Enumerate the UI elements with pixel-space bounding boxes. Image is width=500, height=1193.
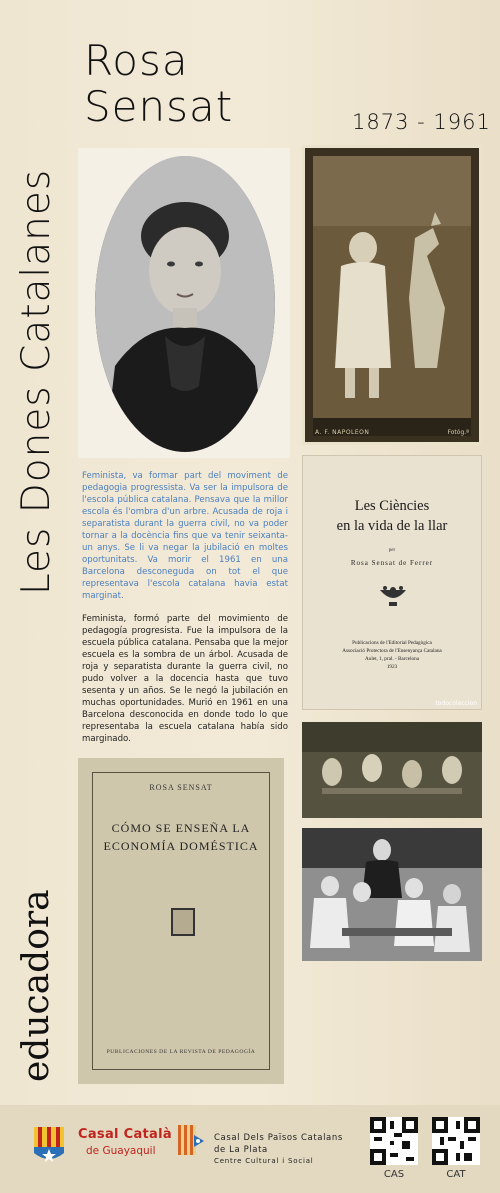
portrait-oval <box>95 156 275 452</box>
book2-emblem-icon <box>171 908 195 936</box>
name-last: Sensat <box>84 82 234 131</box>
book1-pub-line4: 1923 <box>386 664 398 670</box>
casal-guayaquil-name: Casal Català <box>78 1127 172 1142</box>
qr-code-cat[interactable] <box>432 1117 480 1165</box>
role-label: educadora <box>16 889 57 1082</box>
book-cover-ciencies <box>302 455 482 710</box>
book1-ornament-icon <box>376 584 410 608</box>
book1-title <box>303 496 481 536</box>
qr-code-cat-icon <box>432 1117 480 1165</box>
childhood-photo-scene <box>305 148 479 442</box>
outdoor-class-photo <box>302 722 482 818</box>
outdoor-class-scene <box>302 722 482 818</box>
book1-pub-line3: Aulet, 1, pral. - Barcelona <box>364 656 419 662</box>
book2-title <box>93 819 269 855</box>
casal-la-plata-desc: Centre Cultural i Social <box>214 1157 314 1165</box>
book1-pub-line1: Publicacions de l'Editorial Pedagògica <box>352 640 432 646</box>
book2-title-line1: CÓMO SE ENSEÑA LA <box>111 821 251 835</box>
portrait-photo <box>78 148 290 458</box>
childhood-photo <box>302 145 482 445</box>
casal-la-plata-flag-icon <box>174 1121 206 1161</box>
qr-label-cat: CAT <box>446 1169 466 1180</box>
classroom-children-photo <box>302 828 482 961</box>
photo-caption-left: A. F. NAPOLEON <box>315 429 370 436</box>
footer <box>0 1105 500 1193</box>
person-name <box>84 38 233 130</box>
casal-guayaquil-sub: de Guayaquil <box>86 1145 156 1157</box>
bio-catalan: Feminista, va formar part del moviment de pedagogia progressista. Va ser la impulsora de l'escola pública catalana. Pensava que la millor escola és l'ombra d'un arbre. Acusada de roja i separatista durant la guerra civil, no va poder tornar a la docència fins que va tenir seixanta-un anys. Se li va negar la jubilació en moltes oportunitats. Va morir el 1961 en una Barcelona desconeguda on tot el que representava l'escola catalana havia estat marginat. <box>82 471 288 601</box>
portrait-figure <box>95 156 275 452</box>
series-title: Les Dones Catalanes <box>14 168 59 595</box>
book2-author: ROSA SENSAT <box>149 783 213 792</box>
casal-guayaquil-flag-icon <box>32 1123 66 1165</box>
qr-code-cas[interactable] <box>370 1117 418 1165</box>
book2-frame <box>92 772 270 1070</box>
photo-caption-right: Fotóg.ª <box>447 429 469 436</box>
book1-title-line1: Les Ciències <box>354 498 430 514</box>
book-cover-economia <box>78 758 284 1084</box>
book1-publisher <box>303 639 481 671</box>
life-years: 1873 - 1961 <box>352 110 491 134</box>
book1-per: per <box>388 548 396 553</box>
qr-code-cas-icon <box>370 1117 418 1165</box>
bio-spanish: Feminista, formó parte del movimiento de pedagogía progresista. Fue la impulsora de la escuela pública catalana. Pensaba que la mejor escuela es la sombra de un árbol. Acusada de roja y separatista durante la guerra civil, no pudo volver a la docencia hasta que tuvo sesenta y un años. Se le negó la jubilación en muchas oportunidades. Murió en 1961 en una Barcelona desconocida en donde todo lo que representaba la escuela catalana había sido marginado. <box>82 614 288 744</box>
watermark: todocoleccion <box>435 700 477 707</box>
book2-publisher: PUBLICACIONES DE LA REVISTA DE PEDAGOGÍA <box>106 1049 256 1055</box>
name-first: Rosa <box>84 36 189 85</box>
casal-la-plata-city: de La Plata <box>214 1145 268 1155</box>
book1-pub-line2: Associació Protectora de l'Ensenyança Catalana <box>342 648 442 654</box>
book1-title-line2: en la vida de la llar <box>336 518 448 534</box>
classroom-children-scene <box>302 828 482 961</box>
qr-label-cas: CAS <box>383 1169 405 1180</box>
book1-author: Rosa Sensat de Ferrer <box>350 559 434 567</box>
casal-la-plata-name: Casal Dels Països Catalans <box>214 1133 343 1143</box>
book2-title-line2: ECONOMÍA DOMÉSTICA <box>103 839 259 853</box>
